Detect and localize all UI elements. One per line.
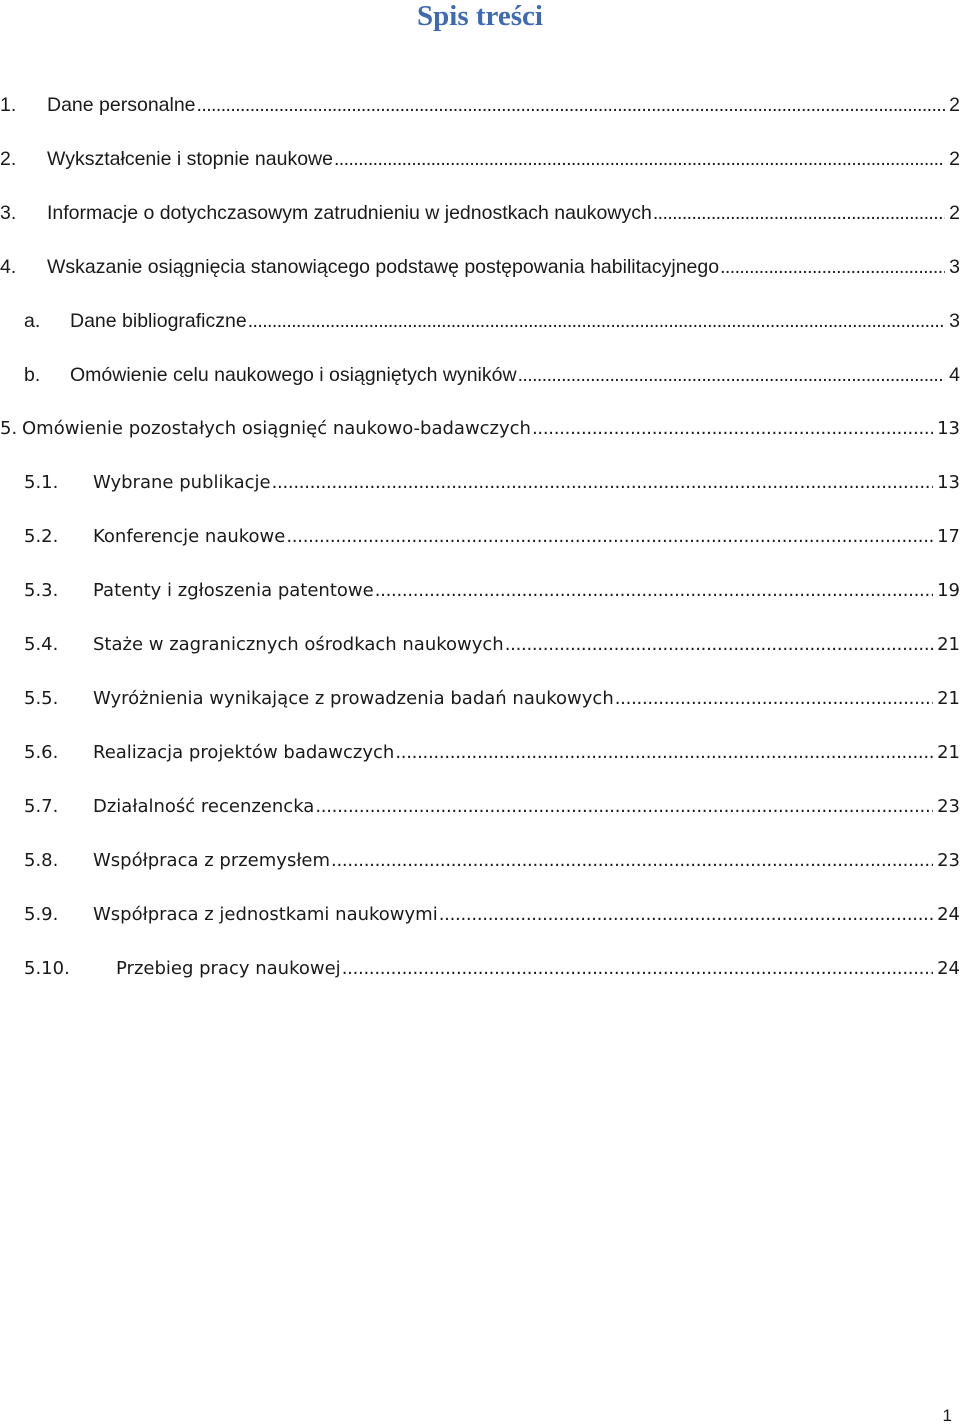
toc-entry-title: Wyróżnienia wynikające z prowadzenia badań naukowych	[93, 688, 614, 709]
toc-entry-page: 24	[937, 958, 960, 979]
dot-leader	[504, 631, 933, 659]
toc-entry-page: 23	[937, 796, 960, 817]
toc-entry-page: 3	[949, 256, 960, 278]
toc-entry-page: 2	[949, 94, 960, 116]
toc-entry-title: Działalność recenzencka	[93, 796, 315, 817]
toc-entry-5-4[interactable]	[0, 631, 960, 659]
toc-entry-page: 3	[949, 310, 960, 332]
toc-entry-page: 23	[937, 850, 960, 871]
toc-entry-number: 5.8.	[24, 850, 59, 871]
toc-entry-number: 5.9.	[24, 904, 59, 925]
toc-entry-title: Wybrane publikacje	[93, 472, 271, 493]
dot-leader	[438, 901, 933, 929]
dot-leader	[719, 253, 945, 281]
toc-entry-title: Wykształcenie i stopnie naukowe	[47, 148, 333, 170]
toc-entry-number: a.	[24, 310, 41, 332]
toc-entry-number: 5.4.	[24, 634, 59, 655]
toc-entry-number: 5.10.	[24, 958, 70, 979]
toc-entry-5-7[interactable]	[0, 793, 960, 821]
toc-entry-number: 2.	[0, 148, 17, 170]
toc-entry-title: Współpraca z przemysłem	[93, 850, 331, 871]
dot-leader	[330, 847, 933, 875]
dot-leader	[652, 199, 945, 227]
toc-entry-title: Omówienie pozostałych osiągnięć naukowo-badawczych	[22, 418, 531, 439]
toc-entry-number: 5.7.	[24, 796, 59, 817]
toc-entry-2[interactable]	[0, 145, 960, 173]
toc-entry-5-6[interactable]	[0, 739, 960, 767]
toc-entry-number: 5.2.	[24, 526, 59, 547]
toc-entry-title: Staże w zagranicznych ośrodkach naukowych	[93, 634, 504, 655]
toc-entry-title: Wskazanie osiągnięcia stanowiącego podstawę postępowania habilitacyjnego	[47, 256, 720, 278]
toc-entry-title: Realizacja projektów badawczych	[93, 742, 395, 763]
toc-entry-page: 13	[937, 472, 960, 493]
toc-entry-page: 2	[949, 148, 960, 170]
dot-leader	[517, 361, 946, 389]
page-number: 1	[942, 1406, 952, 1425]
toc-entry-4b[interactable]	[0, 361, 960, 389]
toc-entry-page: 2	[949, 202, 960, 224]
toc-entry-page: 4	[949, 364, 960, 386]
toc-entry-number: 3.	[0, 202, 17, 224]
toc-entry-title: Patenty i zgłoszenia patentowe	[93, 580, 374, 601]
toc-entry-title: Przebieg pracy naukowej	[116, 958, 341, 979]
dot-leader	[333, 145, 945, 173]
toc-entry-title: Dane bibliograficzne	[70, 310, 247, 332]
dot-leader	[271, 469, 934, 497]
toc-entry-5[interactable]	[0, 415, 960, 443]
toc-entry-title: Dane personalne	[47, 94, 196, 116]
toc-entry-page: 17	[937, 526, 960, 547]
toc-entry-5-8[interactable]	[0, 847, 960, 875]
toc-entry-number: 5.	[0, 418, 18, 439]
toc-entry-number: 1.	[0, 94, 17, 116]
toc-entry-5-5[interactable]	[0, 685, 960, 713]
dot-leader	[614, 685, 933, 713]
toc-entry-number: b.	[24, 364, 41, 386]
toc-entry-5-2[interactable]	[0, 523, 960, 551]
toc-entry-title: Informacje o dotychczasowym zatrudnieniu w jednostkach naukowych	[47, 202, 652, 224]
toc-entry-5-9[interactable]	[0, 901, 960, 929]
toc-entry-5-10[interactable]	[0, 955, 960, 983]
toc-entry-number: 4.	[0, 256, 17, 278]
toc-entry-page: 24	[937, 904, 960, 925]
dot-leader	[285, 523, 933, 551]
toc-entry-page: 21	[937, 688, 960, 709]
toc-entry-number: 5.3.	[24, 580, 59, 601]
dot-leader	[394, 739, 933, 767]
dot-leader	[341, 955, 933, 983]
toc-entry-1[interactable]	[0, 91, 960, 119]
toc-entry-title: Omówienie celu naukowego i osiągniętych wyników	[70, 364, 517, 386]
page-title: Spis treści	[417, 0, 543, 32]
toc-entry-number: 5.6.	[24, 742, 59, 763]
dot-leader	[196, 91, 946, 119]
dot-leader	[247, 307, 945, 335]
toc-entry-5-3[interactable]	[0, 577, 960, 605]
toc-entry-page: 21	[937, 742, 960, 763]
toc-entry-page: 19	[937, 580, 960, 601]
toc-entry-3[interactable]	[0, 199, 960, 227]
toc-entry-4[interactable]	[0, 253, 960, 281]
toc-entry-title: Konferencje naukowe	[93, 526, 286, 547]
dot-leader	[374, 577, 933, 605]
toc-entry-number: 5.1.	[24, 472, 59, 493]
toc-entry-4a[interactable]	[0, 307, 960, 335]
dot-leader	[531, 415, 933, 443]
dot-leader	[314, 793, 933, 821]
toc-entry-title: Współpraca z jednostkami naukowymi	[93, 904, 438, 925]
toc-entry-page: 21	[937, 634, 960, 655]
toc-entry-page: 13	[937, 418, 960, 439]
toc-entry-5-1[interactable]	[0, 469, 960, 497]
toc-entry-number: 5.5.	[24, 688, 59, 709]
